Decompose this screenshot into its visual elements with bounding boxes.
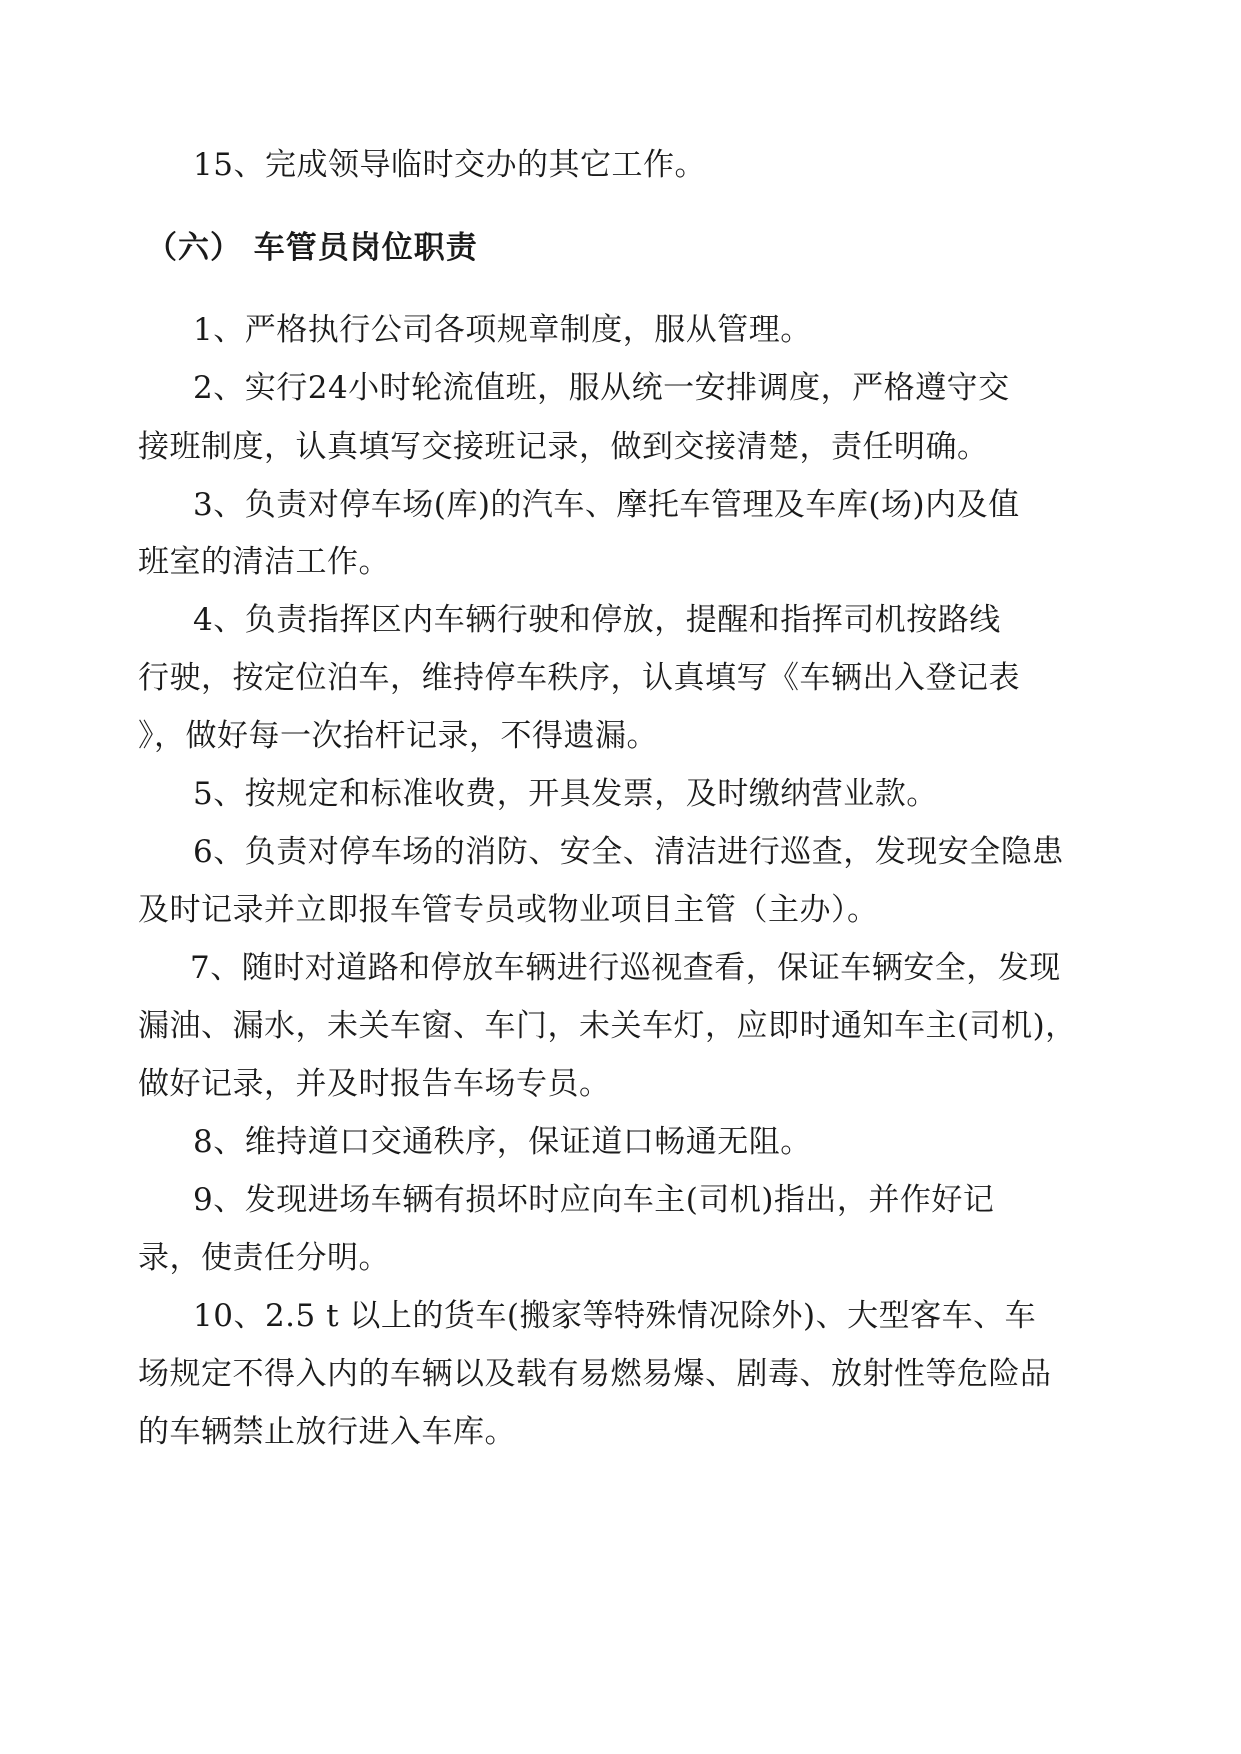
paragraph-line: 的车辆禁止放行进入车库。 [138, 1414, 516, 1450]
section-heading: （六） 车管员岗位职责 [146, 230, 478, 266]
paragraph-line: 接班制度，认真填写交接班记录，做到交接清楚，责任明确。 [138, 429, 989, 465]
paragraph-line: 6、负责对停车场的消防、安全、清洁进行巡查，发现安全隐患 [193, 834, 1064, 870]
paragraph-line: 4、负责指挥区内车辆行驶和停放，提醒和指挥司机按路线 [193, 602, 1001, 638]
paragraph-line: 7、随时对道路和停放车辆进行巡视查看，保证车辆安全，发现 [190, 950, 1061, 986]
paragraph-line: 漏油、漏水，未关车窗、车门，未关车灯，应即时通知车主(司机)， [138, 1008, 1077, 1044]
paragraph-line: 3、负责对停车场(库)的汽车、摩托车管理及车库(场)内及值 [193, 487, 1020, 523]
paragraph-line: 录，使责任分明。 [138, 1240, 390, 1276]
paragraph-line: 做好记录，并及时报告车场专员。 [138, 1066, 611, 1102]
paragraph-line: 1、严格执行公司各项规章制度，服从管理。 [193, 312, 812, 348]
paragraph-line: 2、实行24小时轮流值班，服从统一安排调度，严格遵守交 [193, 370, 1010, 406]
paragraph-line: 班室的清洁工作。 [138, 544, 390, 580]
paragraph-line: 5、按规定和标准收费，开具发票，及时缴纳营业款。 [193, 776, 938, 812]
paragraph-line: 10、2.5 t 以上的货车(搬家等特殊情况除外)、大型客车、车 [193, 1298, 1037, 1334]
paragraph-line: 及时记录并立即报车管专员或物业项目主管（主办）。 [138, 892, 879, 928]
intro-item: 15、完成领导临时交办的其它工作。 [193, 147, 706, 183]
paragraph-line: 8、维持道口交通秩序，保证道口畅通无阻。 [193, 1124, 812, 1160]
paragraph-line: 9、发现进场车辆有损坏时应向车主(司机)指出，并作好记 [193, 1182, 995, 1218]
paragraph-line: 》，做好每一次抬杆记录，不得遗漏。 [138, 718, 658, 754]
paragraph-line: 场规定不得入内的车辆以及载有易燃易爆、剧毒、放射性等危险品 [138, 1356, 1052, 1392]
paragraph-line: 行驶，按定位泊车，维持停车秩序，认真填写《车辆出入登记表 [138, 660, 1020, 696]
